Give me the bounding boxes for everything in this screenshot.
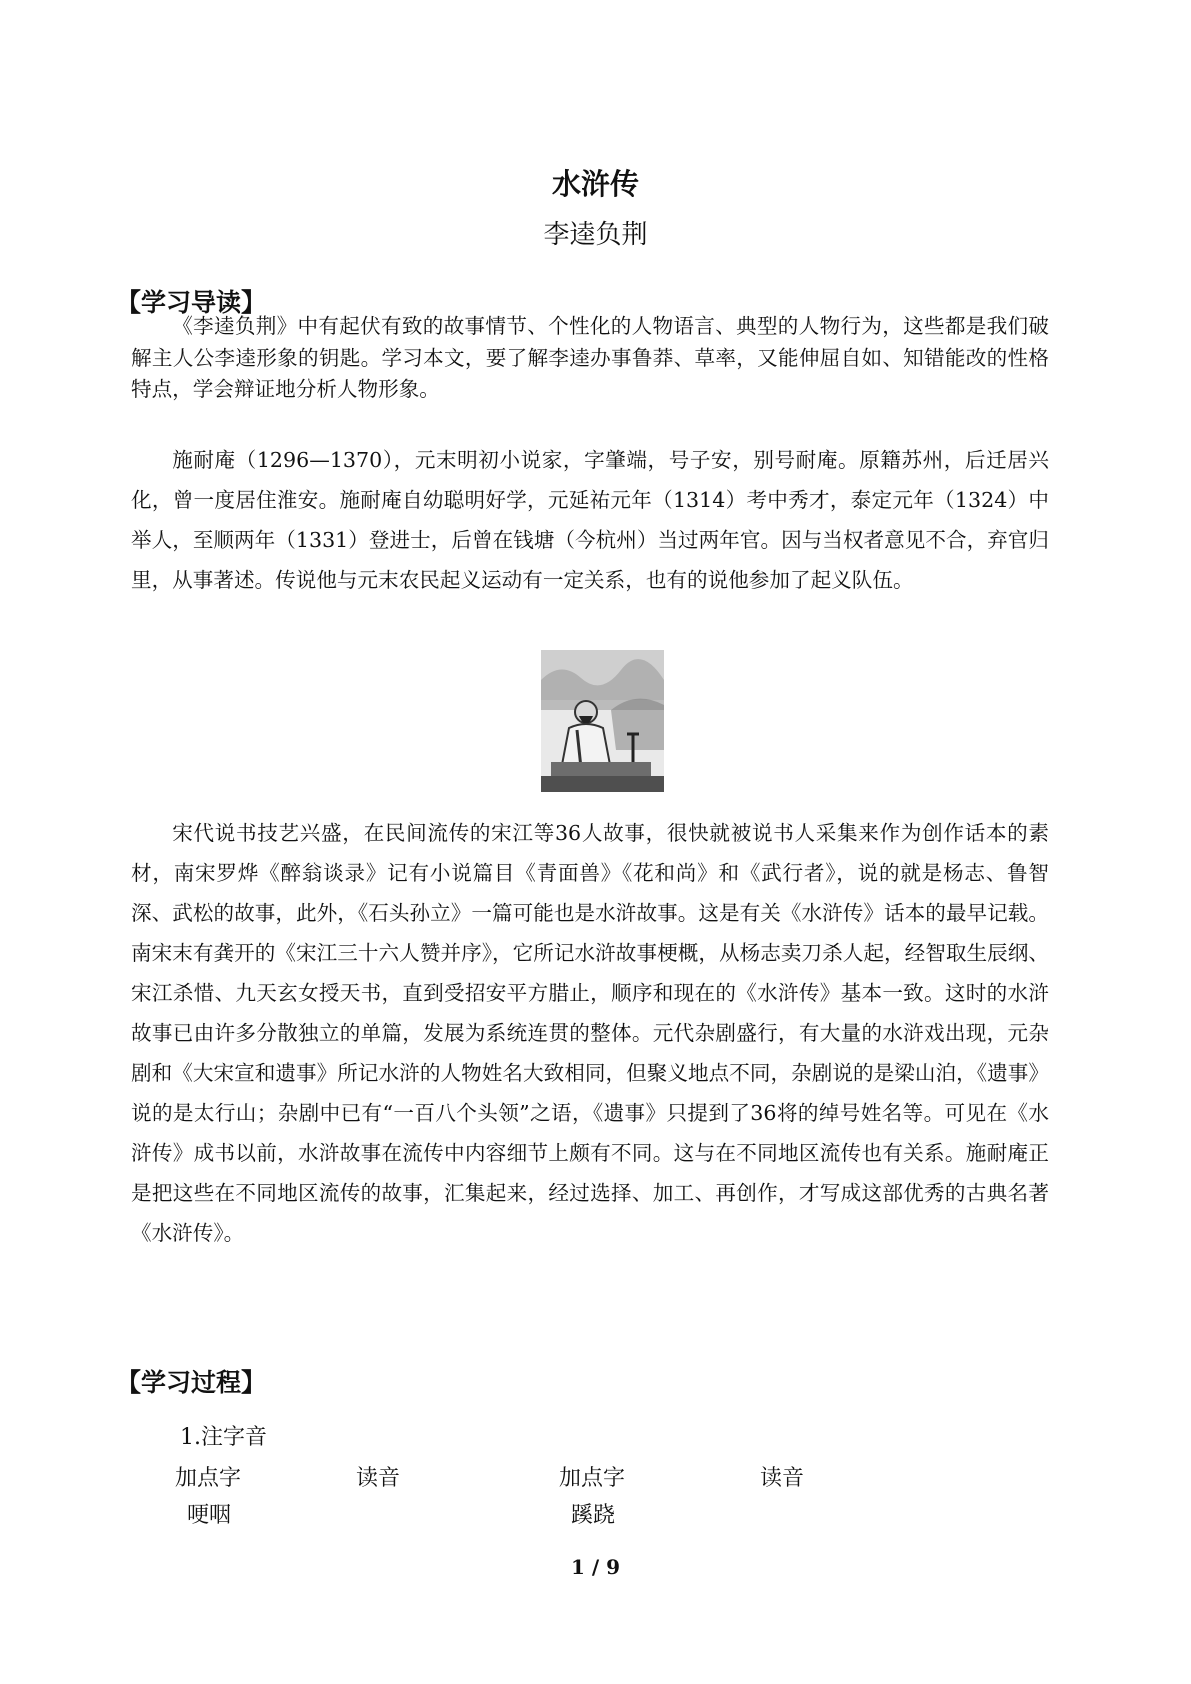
author-paragraph: 施耐庵（1296—1370），元末明初小说家，字肇端，号子安，别号耐庵。原籍苏州，后迁居兴化，曾一度居住淮安。施耐庵自幼聪明好学，元延祐元年（1314）考中秀才，泰定元年（1324）中举人，至顺两年（1331）登进士，后曾在钱塘（今杭州）当过两年官。因与当权者意见不合，弃官归里，从事著述。传说他与元末农民起义运动有一定关系，也有的说他参加了起义队伍。 [131,448,1049,592]
table-cell-word-1: 哽咽 [187,1503,232,1528]
page-number: 1 / 9 [570,1555,621,1579]
table-header-pinyin-2: 读音 [760,1466,805,1491]
history-paragraph: 宋代说书技艺兴盛，在民间流传的宋江等36人故事，很快就被说书人采集来作为创作话本的素材，南宋罗烨《醉翁谈录》记有小说篇目《青面兽》《花和尚》和《武行者》，说的就是杨志、鲁智深、武松的故事，此外，《石头孙立》一篇可能也是水浒故事。这是有关《水浒传》话本的最早记载。南宋末有龚开的《宋江三十六人赞并序》，它所记水浒故事梗概，从杨志卖刀杀人起，经智取生辰纲、宋江杀惜、九天玄女授天书，直到受招安平方腊止，顺序和现在的《水浒传》基本一致。这时的水浒故事已由许多分散独立的单篇，发展为系统连贯的整体。元代杂剧盛行，有大量的水浒戏出现，元杂剧和《大宋宣和遗事》所记水浒的人物姓名大致相同，但聚义地点不同，杂剧说的是梁山泊，《遗事》说的是太行山；杂剧中已有“一百八个头领”之语，《遗事》只提到了36将的绰号姓名等。可见在《水浒传》成书以前，水浒故事在流传中内容细节上颇有不同。这与在不同地区流传也有关系。施耐庵正是把这些在不同地区流传的故事，汇集起来，经过选择、加工、再创作，才写成这部优秀的古典名著《水浒传》。 [131,821,1049,1245]
intro-paragraph: 《李逵负荆》中有起伏有致的故事情节、个性化的人物语言、典型的人物行为，这些都是我们破解主人公李逵形象的钥匙。学习本文，要了解李逵办事鲁莽、草率，又能伸屈自如、知错能改的性格特点，学会辩证地分析人物形象。 [131,314,1049,401]
section-heading-guide: 【学习导读】 [116,288,267,317]
document-subtitle: 李逵负荆 [543,220,648,250]
table-header-pinyin-1: 读音 [356,1466,401,1491]
section-heading-process: 【学习过程】 [116,1368,267,1397]
table-header-char-1: 加点字 [175,1466,242,1491]
document-title: 水浒传 [551,167,639,201]
table-cell-word-2: 蹊跷 [571,1503,616,1528]
table-header-char-2: 加点字 [559,1466,626,1491]
author-portrait-image [541,650,664,792]
step-1-label: 1.注字音 [180,1425,267,1450]
